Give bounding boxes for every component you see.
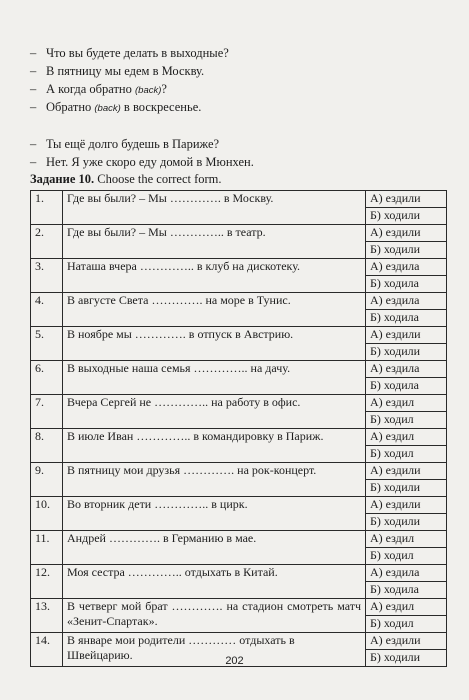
- answer-option-b[interactable]: Б) ходили: [366, 344, 447, 361]
- answer-option-a[interactable]: А) ездила: [366, 259, 447, 276]
- task-heading: [30, 172, 222, 187]
- answer-option-a[interactable]: А) ездил: [366, 429, 447, 446]
- table-row: [31, 429, 447, 446]
- exercise-number: 13.: [31, 599, 63, 633]
- page-number: 202: [225, 655, 244, 667]
- answer-option-a[interactable]: А) ездили: [366, 327, 447, 344]
- exercise-question: В пятницу мои друзья …………. на рок-концерт.: [63, 463, 366, 497]
- table-row: [31, 565, 447, 582]
- answer-option-b[interactable]: Б) ходила: [366, 378, 447, 395]
- exercise-number: 3.: [31, 259, 63, 293]
- exercise-question: Наташа вчера ………….. в клуб на дискотеку.: [63, 259, 366, 293]
- exercise-question: Вчера Сергей не ………….. на работу в офис.: [63, 395, 366, 429]
- exercise-question: В ноябре мы …………. в отпуск в Австрию.: [63, 327, 366, 361]
- table-row: [31, 361, 447, 378]
- table-row: [31, 225, 447, 242]
- exercise-question: В выходные наша семья ………….. на дачу.: [63, 361, 366, 395]
- dialog-dash: –: [30, 46, 37, 60]
- answer-option-b[interactable]: Б) ходили: [366, 514, 447, 531]
- answer-option-a[interactable]: А) ездил: [366, 531, 447, 548]
- dialog-line: [30, 80, 450, 98]
- exercise-question: Андрей …………. в Германию в мае.: [63, 531, 366, 565]
- dialog-text: В пятницу мы едем в Москву.: [46, 64, 205, 78]
- dialog-line: [30, 135, 450, 153]
- dialog-block: [30, 44, 450, 171]
- dialog-text: А когда обратно: [46, 82, 135, 96]
- exercise-question: Где вы были? – Мы …………. в Москву.: [63, 191, 366, 225]
- exercise-number: 5.: [31, 327, 63, 361]
- answer-option-a[interactable]: А) ездили: [366, 225, 447, 242]
- dialog-line: [30, 62, 450, 80]
- exercise-number: 4.: [31, 293, 63, 327]
- answer-option-b[interactable]: Б) ходила: [366, 582, 447, 599]
- dialog-text: Нет. Я уже скоро еду домой в Мюнхен.: [46, 155, 254, 169]
- task-instruction: Choose the correct form.: [97, 172, 222, 186]
- dialog-text-after: в воскресенье.: [120, 100, 202, 114]
- answer-option-b[interactable]: Б) ходила: [366, 276, 447, 293]
- exercise-number: 1.: [31, 191, 63, 225]
- dialog-text: Что вы будете делать в выходные?: [46, 46, 229, 60]
- dialog-text: Обратно: [46, 100, 95, 114]
- table-row: [31, 293, 447, 310]
- dialog-dash: –: [30, 82, 37, 96]
- answer-option-b[interactable]: Б) ходили: [366, 242, 447, 259]
- answer-option-a[interactable]: А) ездили: [366, 497, 447, 514]
- answer-option-b[interactable]: Б) ходил: [366, 412, 447, 429]
- exercise-number: 9.: [31, 463, 63, 497]
- answer-option-b[interactable]: Б) ходили: [366, 650, 447, 667]
- dialog-dash: –: [30, 137, 37, 151]
- answer-option-a[interactable]: А) ездила: [366, 361, 447, 378]
- exercise-question: Моя сестра ………….. отдыхать в Китай.: [63, 565, 366, 599]
- table-row: [31, 599, 447, 616]
- answer-option-a[interactable]: А) ездили: [366, 633, 447, 650]
- exercise-number: 12.: [31, 565, 63, 599]
- table-row: [31, 327, 447, 344]
- exercise-number: 6.: [31, 361, 63, 395]
- dialog-line: [30, 153, 450, 171]
- answer-option-a[interactable]: А) ездила: [366, 565, 447, 582]
- answer-option-b[interactable]: Б) ходила: [366, 310, 447, 327]
- task-label: Задание 10.: [30, 172, 95, 186]
- answer-option-a[interactable]: А) ездили: [366, 191, 447, 208]
- exercise-question: В четверг мой брат …………. на стадион смотреть матч «Зенит-Спартак».: [63, 599, 366, 633]
- answer-option-a[interactable]: А) ездили: [366, 463, 447, 480]
- dialog-dash: –: [30, 100, 37, 114]
- exercise-number: 2.: [31, 225, 63, 259]
- exercise-number: 14.: [31, 633, 63, 667]
- answer-option-b[interactable]: Б) ходил: [366, 616, 447, 633]
- exercise-question: В июле Иван ………….. в командировку в Париж.: [63, 429, 366, 463]
- dialog-note: (back): [94, 103, 121, 114]
- exercise-table: [30, 190, 447, 667]
- exercise-number: 8.: [31, 429, 63, 463]
- exercise-question: Где вы были? – Мы ………….. в театр.: [63, 225, 366, 259]
- dialog-line: [30, 44, 450, 62]
- exercise-number: 11.: [31, 531, 63, 565]
- exercise-question: В августе Света …………. на море в Тунис.: [63, 293, 366, 327]
- answer-option-b[interactable]: Б) ходили: [366, 208, 447, 225]
- table-row: [31, 395, 447, 412]
- answer-option-b[interactable]: Б) ходили: [366, 480, 447, 497]
- dialog-line: [30, 98, 450, 116]
- table-row: [31, 531, 447, 548]
- answer-option-b[interactable]: Б) ходил: [366, 446, 447, 463]
- table-row: [31, 259, 447, 276]
- table-row: [31, 463, 447, 480]
- answer-option-a[interactable]: А) ездил: [366, 599, 447, 616]
- table-row: [31, 633, 447, 650]
- exercise-number: 7.: [31, 395, 63, 429]
- answer-option-b[interactable]: Б) ходил: [366, 548, 447, 565]
- answer-option-a[interactable]: А) ездила: [366, 293, 447, 310]
- exercise-number: 10.: [31, 497, 63, 531]
- exercise-question: Во вторник дети ………….. в цирк.: [63, 497, 366, 531]
- dialog-gap: [30, 116, 450, 135]
- dialog-dash: –: [30, 155, 37, 169]
- answer-option-a[interactable]: А) ездил: [366, 395, 447, 412]
- exercise-question: В январе мои родители ………… отдыхать в Швейцарию.: [63, 633, 366, 667]
- table-row: [31, 497, 447, 514]
- dialog-text-after: ?: [161, 82, 167, 96]
- dialog-text: Ты ещё долго будешь в Париже?: [46, 137, 220, 151]
- dialog-note: (back): [135, 85, 162, 96]
- dialog-dash: –: [30, 64, 37, 78]
- table-row: [31, 191, 447, 208]
